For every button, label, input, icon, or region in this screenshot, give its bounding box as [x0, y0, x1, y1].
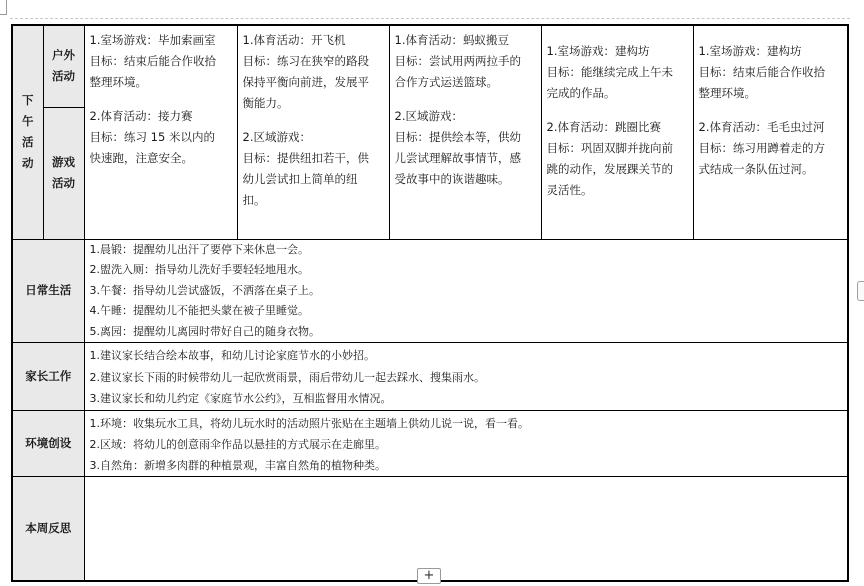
activity-a-title: 1.体育活动：开飞机 — [242, 33, 346, 47]
activity-b-goal-line: 目标：巩固双脚并拢向前 — [546, 141, 673, 155]
parent-work-item: 1.建议家长结合绘本故事，和幼儿讨论家庭节水的小妙招。 — [89, 349, 375, 362]
day-cell-4[interactable] — [541, 25, 693, 239]
environment-content[interactable] — [84, 410, 848, 476]
afternoon-section-label: 下午活动 — [22, 93, 34, 171]
afternoon-outdoor-row — [12, 25, 848, 107]
daily-life-row — [12, 239, 848, 343]
page-corner-mark — [0, 0, 7, 15]
parent-work-item: 2.建议家长下雨的时候带幼儿一起欣赏雨景，雨后带幼儿一起去踩水、搜集雨水。 — [89, 370, 485, 384]
day-cell-5[interactable] — [693, 25, 848, 239]
day-cell-2[interactable] — [237, 25, 389, 239]
activity-b-goal-line: 幼儿尝试扣上简单的纽 — [242, 172, 358, 186]
parent-work-content[interactable] — [84, 343, 848, 411]
activity-b-goal-line: 目标：提供纽扣若干，供 — [242, 151, 369, 165]
activity-a-title: 1.室场游戏：建构坊 — [698, 44, 802, 58]
game-activity-header — [43, 107, 84, 239]
day-cell-1[interactable] — [84, 25, 237, 239]
activity-b-goal-line: 目标：练习用蹲着走的方 — [698, 141, 825, 155]
daily-life-label: 日常生活 — [25, 283, 72, 298]
activity-b-title: 2.体育活动：接力赛 — [89, 109, 193, 123]
page-margin-guide — [10, 18, 850, 19]
activity-a-goal-line: 整理环境。 — [89, 75, 147, 89]
environment-item: 1.环境：收集玩水工具，将幼儿玩水时的活动照片张贴在主题墙上供幼儿说一说，看一看。 — [89, 416, 529, 430]
activity-a-goal-line: 合作方式运送篮球。 — [394, 75, 498, 89]
environment-header — [12, 410, 84, 476]
activity-b-title: 2.区域游戏： — [394, 109, 463, 123]
activity-a-title: 1.室场游戏：毕加索画室 — [89, 33, 216, 47]
table-resize-handle[interactable] — [857, 281, 864, 301]
environment-item: 2.区域：将幼儿的创意雨伞作品以悬挂的方式展示在走廊里。 — [89, 437, 386, 451]
activity-a-goal-line: 衡能力。 — [242, 96, 289, 110]
outdoor-activity-label: 户外活动 — [52, 48, 75, 84]
activity-b-goal-line: 受故事中的诙谐趣味。 — [394, 172, 510, 186]
activity-b-goal-line: 目标：练习 15 米以内的 — [89, 130, 215, 144]
outdoor-activity-header — [43, 25, 84, 107]
activity-b-title: 2.区域游戏： — [242, 130, 311, 144]
activity-a-goal-line: 保持平衡向前进，发展平 — [242, 75, 369, 89]
activity-b-goal-line: 灵活性。 — [546, 183, 593, 197]
activity-b-title: 2.体育活动：毛毛虫过河 — [698, 120, 825, 134]
day-cell-3[interactable] — [389, 25, 541, 239]
parent-work-row — [12, 343, 848, 411]
activity-a-goal-line: 目标：结束后能合作收拾 — [698, 65, 825, 79]
daily-life-item: 5.离园：提醒幼儿离园时带好自己的随身衣物。 — [89, 324, 320, 338]
activity-a-goal-line: 目标：尝试用两两拉手的 — [394, 54, 521, 68]
reflection-content[interactable] — [84, 476, 848, 581]
activity-b-goal-line: 扣。 — [242, 193, 266, 207]
game-activity-label: 游戏活动 — [52, 155, 75, 190]
activity-b-goal-line: 儿尝试理解故事情节，感 — [394, 151, 521, 165]
environment-item: 3.自然角：新增多肉群的种植景观，丰富自然角的植物种类。 — [89, 458, 386, 472]
afternoon-section-header — [12, 25, 43, 239]
activity-b-title: 2.体育活动：跳圈比赛 — [546, 120, 661, 134]
activity-b-goal-line: 快速跑，注意安全。 — [89, 151, 193, 165]
activity-a-title: 1.室场游戏：建构坊 — [546, 44, 650, 58]
activity-a-goal-line: 目标：结束后能合作收拾 — [89, 54, 216, 68]
activity-a-goal-line: 目标：练习在狭窄的路段 — [242, 54, 369, 68]
daily-life-item: 4.午睡：提醒幼儿不能把头蒙在被子里睡觉。 — [89, 304, 309, 317]
environment-label: 环境创设 — [25, 435, 72, 450]
daily-life-header — [12, 239, 84, 343]
activity-b-goal-line: 跳的动作，发展踝关节的 — [546, 162, 673, 176]
parent-work-header — [12, 343, 84, 411]
activity-a-title: 1.体育活动：蚂蚁搬豆 — [394, 33, 509, 47]
daily-life-item: 2.盥洗入厕：指导幼儿洗好手要轻轻地甩水。 — [89, 263, 309, 276]
activity-b-goal-line: 式结成一条队伍过河。 — [698, 162, 814, 176]
daily-life-item: 3.午餐：指导幼儿尝试盛饭，不洒落在桌子上。 — [89, 283, 320, 297]
parent-work-label: 家长工作 — [25, 368, 72, 383]
daily-life-content[interactable] — [84, 239, 848, 343]
reflection-row — [12, 476, 848, 581]
add-row-button[interactable] — [417, 568, 441, 584]
activity-b-goal-line: 目标：提供绘本等，供幼 — [394, 130, 521, 144]
activity-a-goal-line: 整理环境。 — [698, 86, 756, 100]
daily-life-item: 1.晨锻：提醒幼儿出汗了要停下来休息一会。 — [89, 242, 309, 256]
activity-a-goal-line: 目标：能继续完成上午未 — [546, 65, 673, 79]
environment-row — [12, 410, 848, 476]
reflection-label: 本周反思 — [25, 520, 72, 535]
activity-a-goal-line: 完成的作品。 — [546, 86, 616, 100]
parent-work-item: 3.建议家长和幼儿约定《家庭节水公约》，互相监督用水情况。 — [89, 392, 392, 405]
reflection-header — [12, 476, 84, 581]
plus-icon: + — [423, 568, 435, 583]
weekly-plan-table[interactable] — [11, 24, 849, 582]
